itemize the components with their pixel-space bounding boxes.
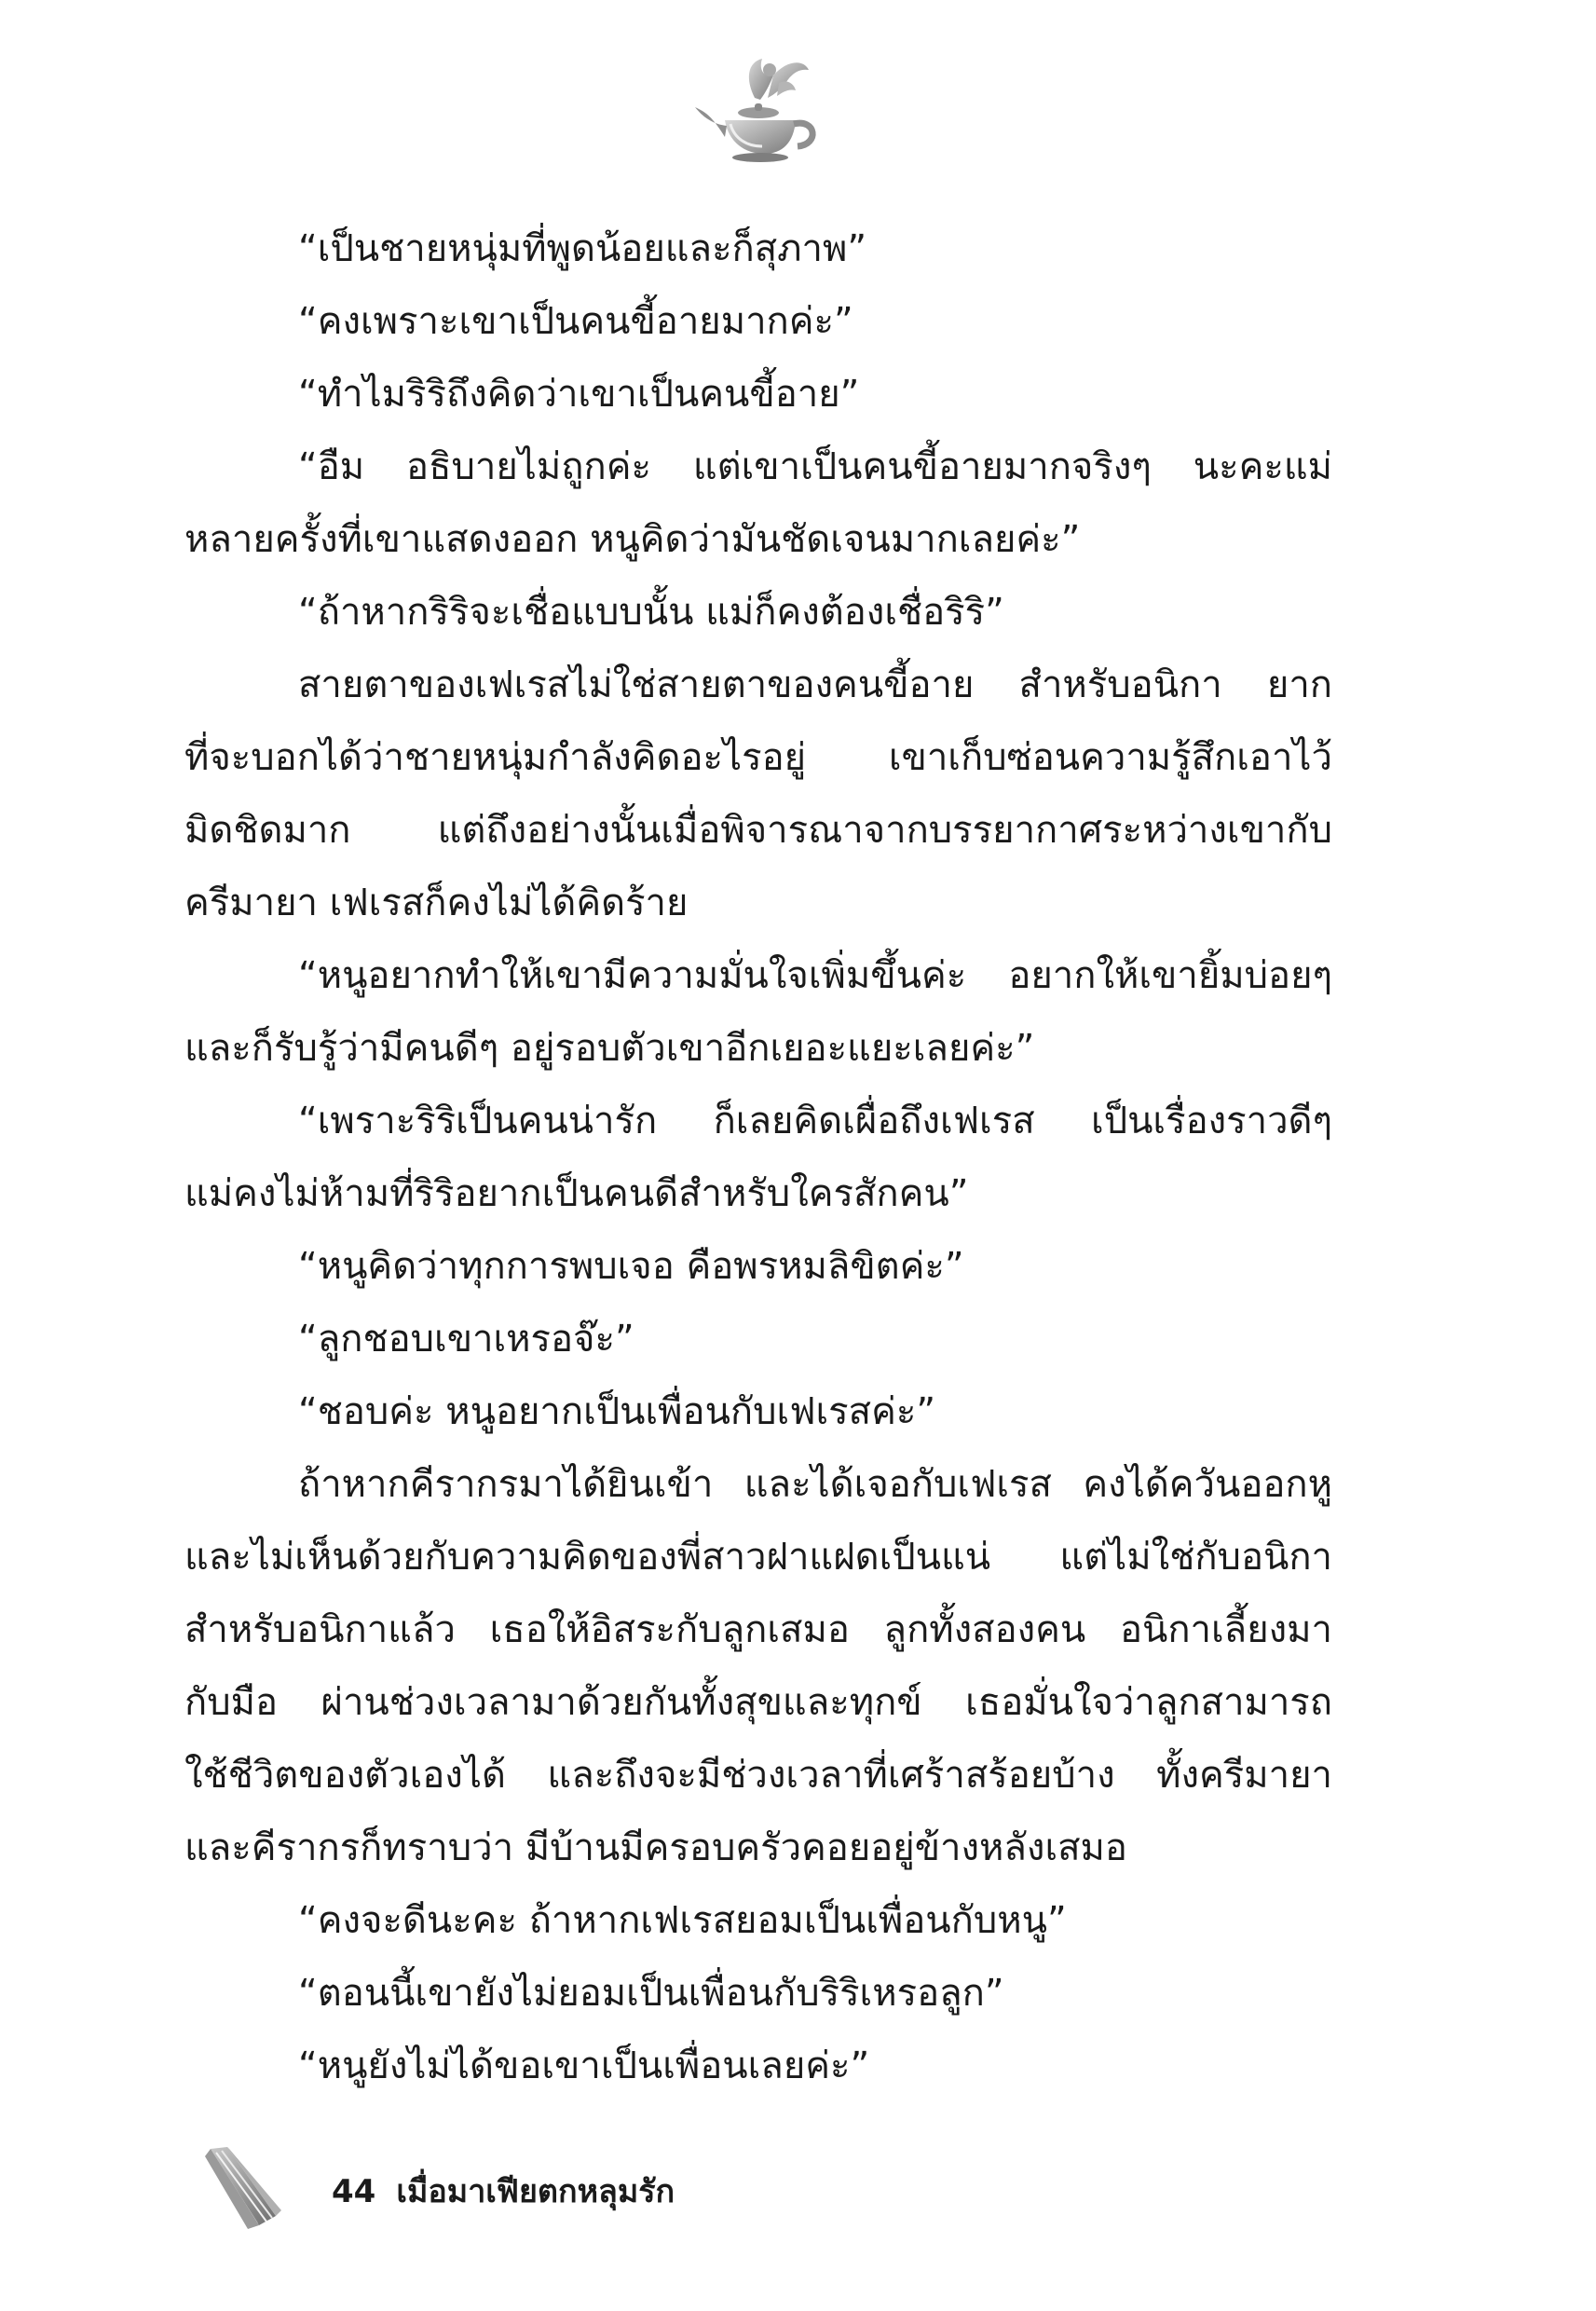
- text-line: “หนูยังไม่ได้ขอเขาเป็นเพื่อนเลยค่ะ”: [298, 2044, 870, 2087]
- text-line: ครีมายา เฟเรสก็คงไม่ได้คิดร้าย: [184, 882, 689, 924]
- text-line: ถ้าหากคีรากรมาได้ยินเข้า และได้เจอกับเฟเรส คงได้ควันออกหู: [298, 1463, 1332, 1506]
- footer-text: [332, 2166, 675, 2216]
- text-line: “ตอนนี้เขายังไม่ยอมเป็นเพื่อนกับริริเหรอลูก”: [298, 1972, 1004, 2015]
- text-line: และก็รับรู้ว่ามีคนดีๆ อยู่รอบตัวเขาอีกเยอะแยะเลยค่ะ”: [184, 1027, 1035, 1070]
- text-line: ใช้ชีวิตของตัวเองได้ และถึงจะมีช่วงเวลาที่เศร้าสร้อยบ้าง ทั้งครีมายา: [184, 1754, 1332, 1797]
- book-title: เมื่อมาเฟียตกหลุมรัก: [396, 2173, 675, 2210]
- text-line: “หนูคิดว่าทุกการพบเจอ คือพรหมลิขิตค่ะ”: [298, 1245, 964, 1288]
- text-line: แม่คงไม่ห้ามที่ริริอยากเป็นคนดีสำหรับใครสักคน”: [184, 1172, 969, 1215]
- text-line: “อืม อธิบายไม่ถูกค่ะ แต่เขาเป็นคนขี้อายมากจริงๆ นะคะแม่: [298, 445, 1332, 488]
- text-line: “คงจะดีนะคะ ถ้าหากเฟเรสยอมเป็นเพื่อนกับหนู”: [298, 1899, 1067, 1942]
- body-text: [184, 212, 1332, 2102]
- text-line: สำหรับอนิกาแล้ว เธอให้อิสระกับลูกเสมอ ลูกทั้งสองคน อนิกาเลี้ยงมา: [184, 1608, 1332, 1651]
- cupid-teapot-icon: [689, 51, 829, 172]
- text-line: “เป็นชายหนุ่มที่พูดน้อยและก็สุภาพ”: [298, 227, 867, 270]
- text-line: “ทำไมริริถึงคิดว่าเขาเป็นคนขี้อาย”: [298, 373, 860, 416]
- text-line: “เพราะริริเป็นคนน่ารัก ก็เลยคิดเผื่อถึงเฟเรส เป็นเรื่องราวดีๆ: [298, 1100, 1332, 1142]
- text-line: และไม่เห็นด้วยกับความคิดของพี่สาวฝาแฝดเป็นแน่ แต่ไม่ใช่กับอนิกา: [184, 1536, 1332, 1579]
- text-line: “ถ้าหากริริจะเชื่อแบบนั้น แม่ก็คงต้องเชื่อริริ”: [298, 591, 1004, 634]
- text-line: ที่จะบอกได้ว่าชายหนุ่มกำลังคิดอะไรอยู่ เขาเก็บซ่อนความรู้สึกเอาไว้: [184, 736, 1332, 779]
- text-line: “ลูกชอบเขาเหรอจ๊ะ”: [298, 1318, 634, 1361]
- text-line: “คงเพราะเขาเป็นคนขี้อายมากค่ะ”: [298, 300, 853, 343]
- text-line: “ชอบค่ะ หนูอยากเป็นเพื่อนกับเฟเรสค่ะ”: [298, 1390, 936, 1433]
- text-line: และคีรากรก็ทราบว่า มีบ้านมีครอบครัวคอยอยู่ข้างหลังเสมอ: [184, 1826, 1127, 1869]
- book-pages-icon: [201, 2143, 285, 2232]
- page-number: 44: [332, 2173, 376, 2210]
- text-line: กับมือ ผ่านช่วงเวลามาด้วยกันทั้งสุขและทุกข์ เธอมั่นใจว่าลูกสามารถ: [184, 1681, 1332, 1724]
- text-line: หลายครั้งที่เขาแสดงออก หนูคิดว่ามันชัดเจนมากเลยค่ะ”: [184, 518, 1081, 561]
- page-footer: [201, 2143, 947, 2236]
- text-line: มิดชิดมาก แต่ถึงอย่างนั้นเมื่อพิจารณาจากบรรยากาศระหว่างเขากับ: [184, 809, 1332, 852]
- text-line: สายตาของเฟเรสไม่ใช่สายตาของคนขี้อาย สำหรับอนิกา ยาก: [298, 663, 1332, 706]
- text-line: “หนูอยากทำให้เขามีความมั่นใจเพิ่มขึ้นค่ะ อยากให้เขายิ้มบ่อยๆ: [298, 954, 1332, 997]
